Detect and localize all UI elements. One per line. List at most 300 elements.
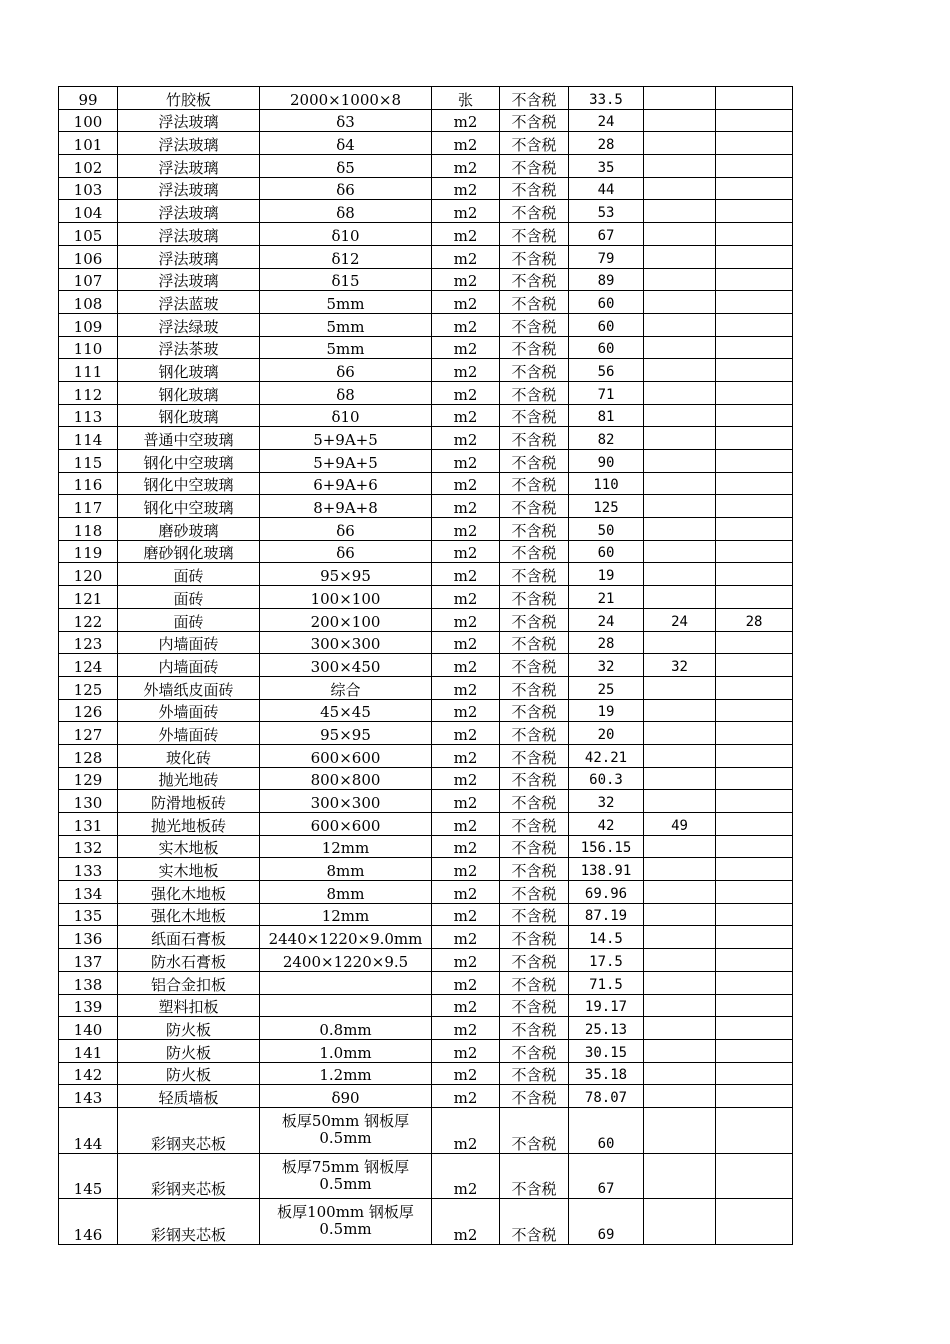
specification-cell: 5+9A+5 <box>260 450 432 473</box>
table-row <box>59 472 793 495</box>
row-number-cell: 109 <box>59 313 118 336</box>
unit-cell: m2 <box>432 813 500 836</box>
price-alt-1-cell <box>644 994 716 1017</box>
specification-cell: δ6 <box>260 518 432 541</box>
price-alt-2-cell <box>716 381 793 404</box>
price-alt-2-cell <box>716 109 793 132</box>
price-alt-1-cell <box>644 518 716 541</box>
price-alt-2-cell <box>716 1107 793 1153</box>
price-alt-1-cell <box>644 858 716 881</box>
price-alt-1-cell <box>644 835 716 858</box>
table-row <box>59 631 793 654</box>
tax-status-cell: 不含税 <box>500 1039 569 1062</box>
tax-status-cell: 不含税 <box>500 813 569 836</box>
specification-cell: 600×600 <box>260 813 432 836</box>
price-alt-2-cell <box>716 835 793 858</box>
tax-status-cell: 不含税 <box>500 563 569 586</box>
table-row <box>59 404 793 427</box>
price-cell: 89 <box>569 268 644 291</box>
table-row <box>59 518 793 541</box>
price-cell: 56 <box>569 359 644 382</box>
table-row <box>59 994 793 1017</box>
row-number-cell: 137 <box>59 949 118 972</box>
specification-cell: 6+9A+6 <box>260 472 432 495</box>
unit-cell: m2 <box>432 336 500 359</box>
material-name-cell: 浮法玻璃 <box>118 109 260 132</box>
specification-cell: 5mm <box>260 336 432 359</box>
material-name-cell: 浮法玻璃 <box>118 155 260 178</box>
specification-cell: δ3 <box>260 109 432 132</box>
table-row <box>59 336 793 359</box>
unit-cell: m2 <box>432 858 500 881</box>
table-row <box>59 903 793 926</box>
material-name-cell: 浮法玻璃 <box>118 132 260 155</box>
row-number-cell: 138 <box>59 971 118 994</box>
tax-status-cell: 不含税 <box>500 926 569 949</box>
price-alt-2-cell <box>716 404 793 427</box>
table-row <box>59 767 793 790</box>
table-row <box>59 132 793 155</box>
row-number-cell: 99 <box>59 87 118 110</box>
price-alt-1-cell <box>644 676 716 699</box>
table-row <box>59 155 793 178</box>
tax-status-cell: 不含税 <box>500 790 569 813</box>
price-cell: 19.17 <box>569 994 644 1017</box>
unit-cell: m2 <box>432 631 500 654</box>
unit-cell: m2 <box>432 495 500 518</box>
price-alt-1-cell <box>644 223 716 246</box>
price-alt-1-cell: 49 <box>644 813 716 836</box>
row-number-cell: 133 <box>59 858 118 881</box>
price-cell: 60 <box>569 540 644 563</box>
price-alt-2-cell <box>716 200 793 223</box>
row-number-cell: 131 <box>59 813 118 836</box>
material-name-cell: 玻化砖 <box>118 744 260 767</box>
price-cell: 60 <box>569 313 644 336</box>
table-row <box>59 245 793 268</box>
tax-status-cell: 不含税 <box>500 450 569 473</box>
table-row <box>59 676 793 699</box>
material-name-cell: 塑料扣板 <box>118 994 260 1017</box>
price-alt-1-cell <box>644 132 716 155</box>
material-name-cell: 彩钢夹芯板 <box>118 1153 260 1199</box>
unit-cell: m2 <box>432 722 500 745</box>
table-row <box>59 813 793 836</box>
price-alt-1-cell <box>644 790 716 813</box>
price-alt-1-cell <box>644 472 716 495</box>
price-cell: 17.5 <box>569 949 644 972</box>
price-cell: 71 <box>569 381 644 404</box>
price-cell: 90 <box>569 450 644 473</box>
unit-cell: m2 <box>432 1085 500 1108</box>
unit-cell: m2 <box>432 359 500 382</box>
price-cell: 19 <box>569 563 644 586</box>
table-row <box>59 586 793 609</box>
price-alt-1-cell <box>644 881 716 904</box>
row-number-cell: 139 <box>59 994 118 1017</box>
price-alt-2-cell <box>716 949 793 972</box>
price-alt-2-cell <box>716 971 793 994</box>
unit-cell: m2 <box>432 563 500 586</box>
tax-status-cell: 不含税 <box>500 858 569 881</box>
specification-cell: δ10 <box>260 223 432 246</box>
specification-cell: 200×100 <box>260 608 432 631</box>
table-row <box>59 223 793 246</box>
price-cell: 14.5 <box>569 926 644 949</box>
specification-cell: δ4 <box>260 132 432 155</box>
tax-status-cell: 不含税 <box>500 994 569 1017</box>
material-name-cell: 浮法蓝玻 <box>118 291 260 314</box>
row-number-cell: 122 <box>59 608 118 631</box>
material-name-cell: 防水石膏板 <box>118 949 260 972</box>
price-alt-2-cell <box>716 1153 793 1199</box>
specification-cell: 5mm <box>260 291 432 314</box>
specification-cell: 板厚50mm 钢板厚0.5mm <box>260 1107 432 1153</box>
price-alt-1-cell: 32 <box>644 654 716 677</box>
tax-status-cell: 不含税 <box>500 291 569 314</box>
table-row <box>59 1107 793 1153</box>
row-number-cell: 103 <box>59 177 118 200</box>
table-row <box>59 427 793 450</box>
price-alt-2-cell <box>716 155 793 178</box>
table-row <box>59 540 793 563</box>
price-cell: 32 <box>569 654 644 677</box>
tax-status-cell: 不含税 <box>500 336 569 359</box>
tax-status-cell: 不含税 <box>500 268 569 291</box>
price-cell: 33.5 <box>569 87 644 110</box>
table-row <box>59 722 793 745</box>
price-cell: 69 <box>569 1199 644 1245</box>
price-cell: 21 <box>569 586 644 609</box>
price-alt-2-cell <box>716 1062 793 1085</box>
row-number-cell: 107 <box>59 268 118 291</box>
table-row <box>59 858 793 881</box>
row-number-cell: 136 <box>59 926 118 949</box>
price-cell: 110 <box>569 472 644 495</box>
material-name-cell: 抛光地砖 <box>118 767 260 790</box>
price-alt-1-cell <box>644 1085 716 1108</box>
row-number-cell: 111 <box>59 359 118 382</box>
material-name-cell: 面砖 <box>118 563 260 586</box>
row-number-cell: 118 <box>59 518 118 541</box>
unit-cell: m2 <box>432 155 500 178</box>
material-name-cell: 内墙面砖 <box>118 631 260 654</box>
material-name-cell: 普通中空玻璃 <box>118 427 260 450</box>
price-alt-2-cell <box>716 313 793 336</box>
row-number-cell: 127 <box>59 722 118 745</box>
specification-cell: 800×800 <box>260 767 432 790</box>
tax-status-cell: 不含税 <box>500 381 569 404</box>
material-name-cell: 浮法玻璃 <box>118 245 260 268</box>
row-number-cell: 134 <box>59 881 118 904</box>
tax-status-cell: 不含税 <box>500 155 569 178</box>
tax-status-cell: 不含税 <box>500 676 569 699</box>
specification-cell: 300×300 <box>260 790 432 813</box>
price-alt-2-cell <box>716 1017 793 1040</box>
specification-cell: δ5 <box>260 155 432 178</box>
material-name-cell: 钢化中空玻璃 <box>118 472 260 495</box>
unit-cell: m2 <box>432 1153 500 1199</box>
unit-cell: m2 <box>432 654 500 677</box>
material-name-cell: 内墙面砖 <box>118 654 260 677</box>
material-name-cell: 防滑地板砖 <box>118 790 260 813</box>
material-name-cell: 强化木地板 <box>118 881 260 904</box>
price-alt-2-cell <box>716 87 793 110</box>
specification-cell: 5+9A+5 <box>260 427 432 450</box>
price-cell: 81 <box>569 404 644 427</box>
price-alt-1-cell <box>644 1107 716 1153</box>
price-alt-2-cell <box>716 813 793 836</box>
tax-status-cell: 不含税 <box>500 313 569 336</box>
price-alt-1-cell <box>644 1199 716 1245</box>
price-alt-1-cell <box>644 359 716 382</box>
specification-cell: δ6 <box>260 177 432 200</box>
specification-cell: 8mm <box>260 858 432 881</box>
price-alt-1-cell <box>644 903 716 926</box>
row-number-cell: 104 <box>59 200 118 223</box>
specification-cell: 板厚100mm 钢板厚0.5mm <box>260 1199 432 1245</box>
price-alt-1-cell <box>644 540 716 563</box>
row-number-cell: 146 <box>59 1199 118 1245</box>
table-row <box>59 381 793 404</box>
table-row <box>59 291 793 314</box>
table-row <box>59 87 793 110</box>
price-alt-2-cell <box>716 359 793 382</box>
specification-cell: 8+9A+8 <box>260 495 432 518</box>
price-alt-1-cell: 24 <box>644 608 716 631</box>
price-cell: 69.96 <box>569 881 644 904</box>
table-row <box>59 450 793 473</box>
row-number-cell: 143 <box>59 1085 118 1108</box>
material-name-cell: 浮法玻璃 <box>118 223 260 246</box>
specification-cell: δ6 <box>260 359 432 382</box>
tax-status-cell: 不含税 <box>500 1107 569 1153</box>
row-number-cell: 100 <box>59 109 118 132</box>
table-row <box>59 563 793 586</box>
price-alt-2-cell <box>716 654 793 677</box>
unit-cell: m2 <box>432 994 500 1017</box>
material-name-cell: 面砖 <box>118 608 260 631</box>
material-name-cell: 彩钢夹芯板 <box>118 1107 260 1153</box>
material-name-cell: 防火板 <box>118 1062 260 1085</box>
specification-cell: 95×95 <box>260 563 432 586</box>
price-alt-2-cell <box>716 268 793 291</box>
material-name-cell: 抛光地板砖 <box>118 813 260 836</box>
material-name-cell: 实木地板 <box>118 858 260 881</box>
tax-status-cell: 不含税 <box>500 699 569 722</box>
price-alt-2-cell <box>716 699 793 722</box>
price-cell: 156.15 <box>569 835 644 858</box>
tax-status-cell: 不含税 <box>500 949 569 972</box>
tax-status-cell: 不含税 <box>500 586 569 609</box>
unit-cell: m2 <box>432 540 500 563</box>
specification-cell: 100×100 <box>260 586 432 609</box>
price-cell: 71.5 <box>569 971 644 994</box>
unit-cell: m2 <box>432 109 500 132</box>
price-cell: 25.13 <box>569 1017 644 1040</box>
price-alt-1-cell <box>644 87 716 110</box>
price-cell: 125 <box>569 495 644 518</box>
price-alt-1-cell <box>644 722 716 745</box>
tax-status-cell: 不含税 <box>500 540 569 563</box>
price-alt-2-cell <box>716 903 793 926</box>
unit-cell: m2 <box>432 404 500 427</box>
price-alt-1-cell <box>644 767 716 790</box>
tax-status-cell: 不含税 <box>500 767 569 790</box>
tax-status-cell: 不含税 <box>500 608 569 631</box>
table-row <box>59 1039 793 1062</box>
price-cell: 60 <box>569 1107 644 1153</box>
table-row <box>59 359 793 382</box>
price-cell: 28 <box>569 132 644 155</box>
tax-status-cell: 不含税 <box>500 903 569 926</box>
table-row <box>59 744 793 767</box>
row-number-cell: 102 <box>59 155 118 178</box>
row-number-cell: 142 <box>59 1062 118 1085</box>
price-cell: 87.19 <box>569 903 644 926</box>
price-alt-1-cell <box>644 744 716 767</box>
unit-cell: m2 <box>432 949 500 972</box>
unit-cell: m2 <box>432 767 500 790</box>
table-row <box>59 881 793 904</box>
table-row <box>59 313 793 336</box>
tax-status-cell: 不含税 <box>500 722 569 745</box>
specification-cell: 12mm <box>260 903 432 926</box>
specification-cell: 600×600 <box>260 744 432 767</box>
price-alt-2-cell <box>716 631 793 654</box>
table-row <box>59 699 793 722</box>
unit-cell: m2 <box>432 1199 500 1245</box>
material-name-cell: 纸面石膏板 <box>118 926 260 949</box>
row-number-cell: 101 <box>59 132 118 155</box>
price-cell: 138.91 <box>569 858 644 881</box>
price-alt-2-cell <box>716 926 793 949</box>
unit-cell: m2 <box>432 472 500 495</box>
specification-cell <box>260 971 432 994</box>
price-alt-2-cell <box>716 472 793 495</box>
tax-status-cell: 不含税 <box>500 495 569 518</box>
tax-status-cell: 不含税 <box>500 177 569 200</box>
material-name-cell: 钢化玻璃 <box>118 404 260 427</box>
table-row <box>59 268 793 291</box>
row-number-cell: 115 <box>59 450 118 473</box>
row-number-cell: 106 <box>59 245 118 268</box>
unit-cell: m2 <box>432 268 500 291</box>
row-number-cell: 120 <box>59 563 118 586</box>
specification-cell: 2440×1220×9.0mm <box>260 926 432 949</box>
table-row <box>59 1062 793 1085</box>
table-row <box>59 109 793 132</box>
price-alt-2-cell <box>716 767 793 790</box>
material-name-cell: 浮法玻璃 <box>118 268 260 291</box>
price-alt-1-cell <box>644 1017 716 1040</box>
tax-status-cell: 不含税 <box>500 1017 569 1040</box>
unit-cell: m2 <box>432 790 500 813</box>
row-number-cell: 117 <box>59 495 118 518</box>
unit-cell: 张 <box>432 87 500 110</box>
table-row <box>59 790 793 813</box>
specification-cell: 8mm <box>260 881 432 904</box>
price-alt-1-cell <box>644 971 716 994</box>
specification-cell <box>260 994 432 1017</box>
price-cell: 24 <box>569 608 644 631</box>
row-number-cell: 144 <box>59 1107 118 1153</box>
specification-cell: 板厚75mm 钢板厚0.5mm <box>260 1153 432 1199</box>
price-cell: 20 <box>569 722 644 745</box>
price-alt-1-cell <box>644 381 716 404</box>
unit-cell: m2 <box>432 608 500 631</box>
unit-cell: m2 <box>432 313 500 336</box>
material-name-cell: 铝合金扣板 <box>118 971 260 994</box>
price-alt-1-cell <box>644 699 716 722</box>
material-name-cell: 浮法玻璃 <box>118 177 260 200</box>
tax-status-cell: 不含税 <box>500 631 569 654</box>
price-cell: 79 <box>569 245 644 268</box>
material-name-cell: 钢化中空玻璃 <box>118 495 260 518</box>
table-row <box>59 835 793 858</box>
price-alt-2-cell: 28 <box>716 608 793 631</box>
table-row <box>59 200 793 223</box>
unit-cell: m2 <box>432 1107 500 1153</box>
specification-cell: 300×450 <box>260 654 432 677</box>
table-row <box>59 1153 793 1199</box>
row-number-cell: 112 <box>59 381 118 404</box>
price-cell: 44 <box>569 177 644 200</box>
table-row <box>59 654 793 677</box>
table-body <box>59 87 793 1245</box>
price-alt-2-cell <box>716 1085 793 1108</box>
price-alt-1-cell <box>644 1153 716 1199</box>
tax-status-cell: 不含税 <box>500 245 569 268</box>
price-alt-2-cell <box>716 495 793 518</box>
price-alt-1-cell <box>644 586 716 609</box>
tax-status-cell: 不含税 <box>500 654 569 677</box>
tax-status-cell: 不含税 <box>500 109 569 132</box>
material-name-cell: 轻质墙板 <box>118 1085 260 1108</box>
specification-cell: 95×95 <box>260 722 432 745</box>
price-cell: 60.3 <box>569 767 644 790</box>
row-number-cell: 114 <box>59 427 118 450</box>
material-name-cell: 钢化中空玻璃 <box>118 450 260 473</box>
specification-cell: 1.0mm <box>260 1039 432 1062</box>
unit-cell: m2 <box>432 744 500 767</box>
price-table <box>58 86 793 1245</box>
price-cell: 67 <box>569 223 644 246</box>
specification-cell: δ8 <box>260 381 432 404</box>
price-cell: 42.21 <box>569 744 644 767</box>
tax-status-cell: 不含税 <box>500 1199 569 1245</box>
specification-cell: 综合 <box>260 676 432 699</box>
price-alt-2-cell <box>716 223 793 246</box>
specification-cell: 5mm <box>260 313 432 336</box>
table-row <box>59 971 793 994</box>
row-number-cell: 119 <box>59 540 118 563</box>
unit-cell: m2 <box>432 177 500 200</box>
price-cell: 60 <box>569 291 644 314</box>
price-cell: 24 <box>569 109 644 132</box>
tax-status-cell: 不含税 <box>500 744 569 767</box>
price-alt-2-cell <box>716 858 793 881</box>
tax-status-cell: 不含税 <box>500 404 569 427</box>
price-alt-1-cell <box>644 1062 716 1085</box>
unit-cell: m2 <box>432 971 500 994</box>
specification-cell: 2400×1220×9.5 <box>260 949 432 972</box>
price-cell: 25 <box>569 676 644 699</box>
table-row <box>59 926 793 949</box>
tax-status-cell: 不含税 <box>500 1153 569 1199</box>
material-name-cell: 竹胶板 <box>118 87 260 110</box>
specification-cell: δ12 <box>260 245 432 268</box>
